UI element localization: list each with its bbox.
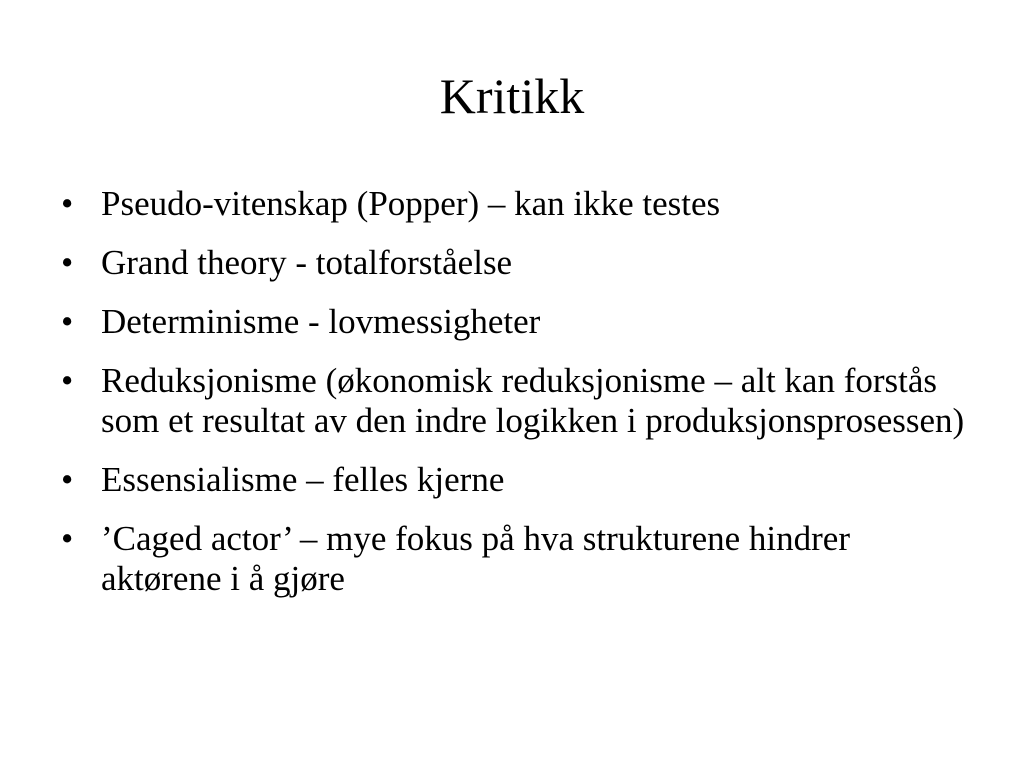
list-item-text: ’Caged actor’ – mye fokus på hva strukturene hindrer aktørene i å gjøre [101,519,850,598]
list-item [56,302,976,342]
list-item [56,519,976,599]
bullet-list [56,184,976,618]
bullet-icon: • [61,184,74,223]
list-item-text: Grand theory - totalforståelse [101,243,513,282]
bullet-icon: • [61,243,74,282]
list-item [56,460,976,500]
bullet-icon: • [61,302,74,341]
list-item-text: Pseudo-vitenskap (Popper) – kan ikke testes [101,184,721,223]
list-item-text: Reduksjonisme (økonomisk reduksjonisme – alt kan forstås som et resultat av den indre logikken i produksjonsprosessen) [101,361,965,440]
list-item [56,184,976,224]
bullet-icon: • [61,460,74,499]
bullet-icon: • [61,519,74,558]
list-item [56,361,976,441]
slide-title: Kritikk [439,68,585,124]
bullet-icon: • [61,361,74,400]
list-item [56,243,976,283]
list-item-text: Determinisme - lovmessigheter [101,302,541,341]
list-item-text: Essensialisme – felles kjerne [101,460,505,499]
